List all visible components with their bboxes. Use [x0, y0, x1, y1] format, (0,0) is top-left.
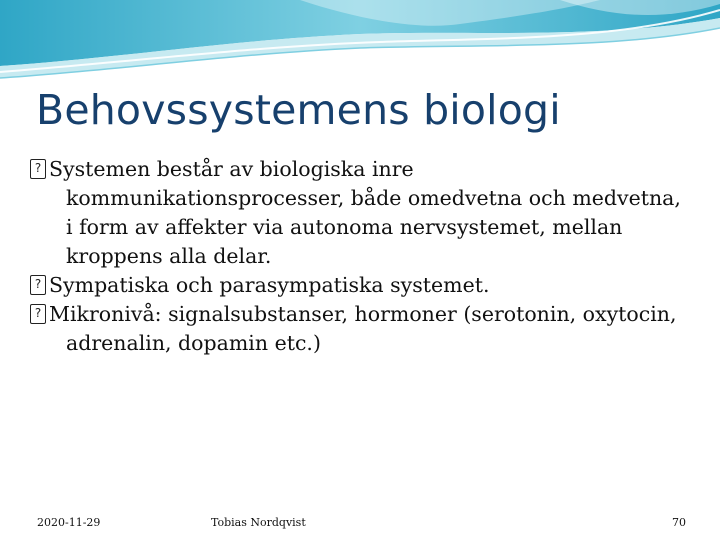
header-wave-decoration [0, 0, 720, 100]
missing-glyph-box-icon [30, 159, 46, 179]
slide-number: 70 [672, 516, 686, 529]
bullet-item [30, 155, 690, 271]
bullet-item [30, 271, 690, 300]
bullet-list [30, 155, 690, 358]
slide-title: Behovssystemens biologi [36, 86, 561, 134]
footer-date: 2020-11-29 [37, 516, 101, 529]
missing-glyph-box-icon [30, 304, 46, 324]
bullet-text: Systemen består av biologiska inre kommunikationsprocesser, både omedvetna och medvetna, i form av affekter via autonoma nervsystemet, mellan kroppens alla delar. [49, 157, 681, 268]
footer-author: Tobias Nordqvist [211, 516, 306, 529]
bullet-text: Sympatiska och parasympatiska systemet. [49, 273, 490, 297]
bullet-item [30, 300, 690, 358]
missing-glyph-box-icon [30, 275, 46, 295]
bullet-text: Mikronivå: signalsubstanser, hormoner (serotonin, oxytocin, adrenalin, dopamin etc.) [49, 302, 677, 355]
